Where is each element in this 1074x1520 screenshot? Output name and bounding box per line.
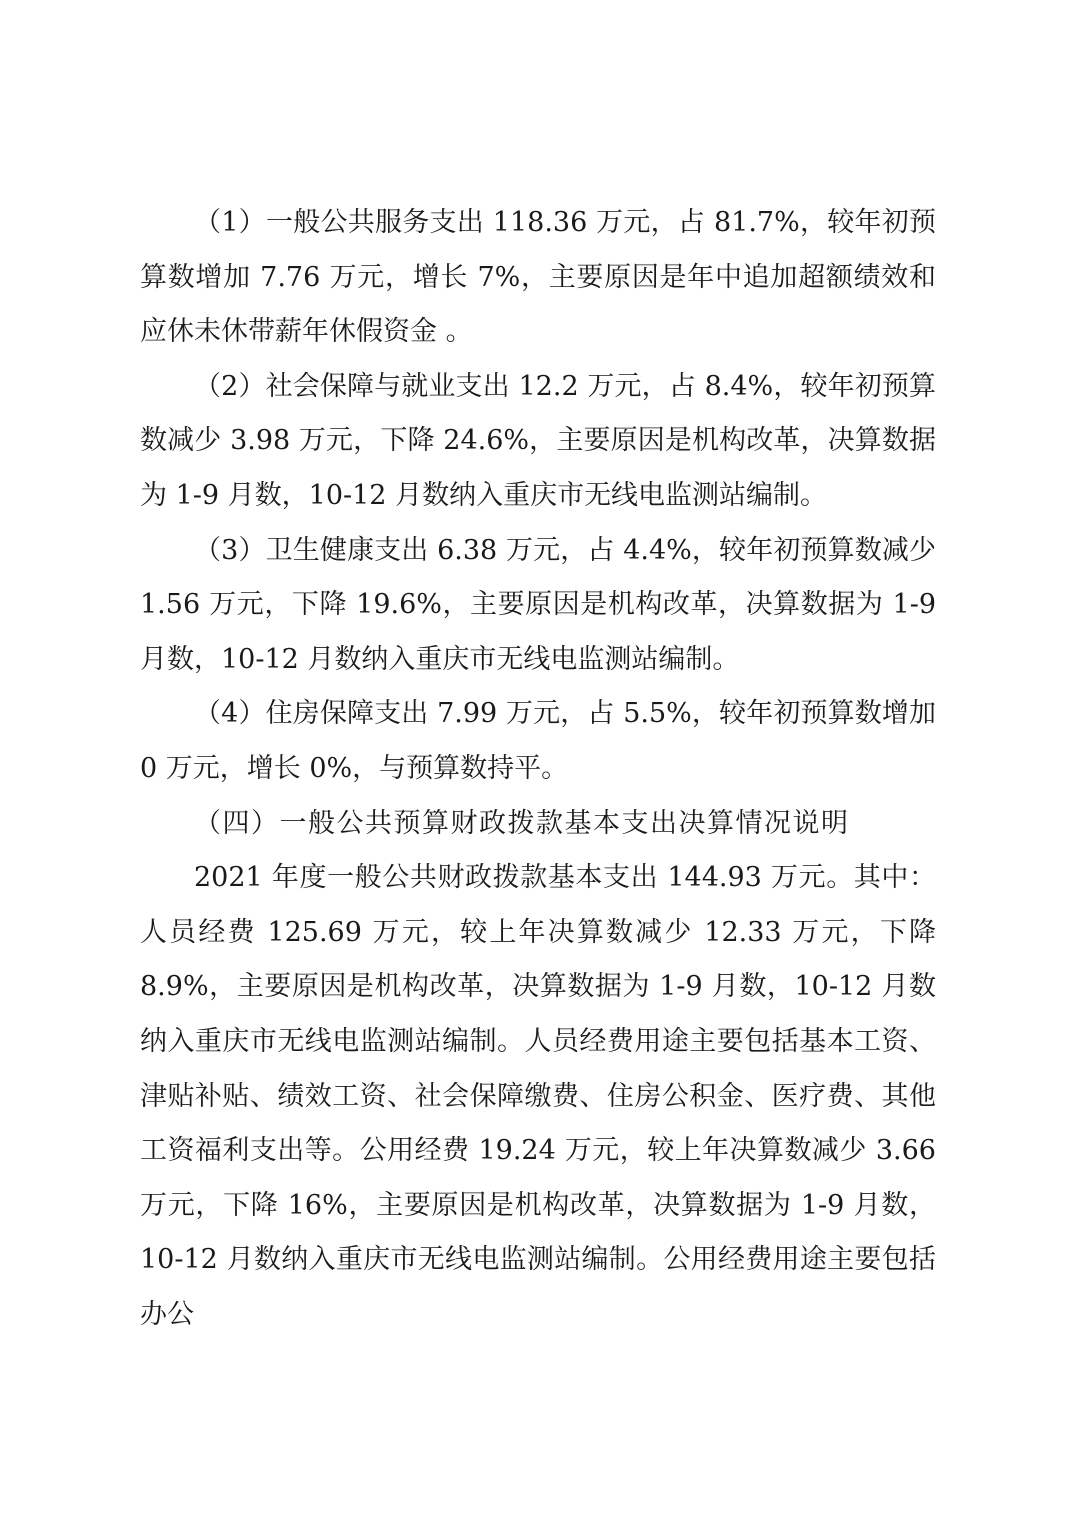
section-heading: （四）一般公共预算财政拨款基本支出决算情况说明 [194, 807, 850, 839]
paragraph-general-public-services: （1）一般公共服务支出 118.36 万元，占 81.7%，较年初预算数增加 7.76 万元，增长 7%，主要原因是年中追加超额绩效和应休未休带薪年休假资金 。 [140, 207, 936, 348]
paragraph-basic-expenditure: 2021 年度一般公共财政拨款基本支出 144.93 万元。其中：人员经费 125.69 万元，较上年决算数减少 12.33 万元，下降 8.9%，主要原因是机构改革，决算数据为 1-9 月数，10-12 月数纳入重庆市无线电监测站编制。人员经费用途主要包括基本工资、津贴补贴、绩效工资、社会保障缴费、住房公积金、医疗费、其他工资福利支出等。公用经费 19.24 万元，较上年决算数减少 3.66 万元，下降 16%，主要原因是机构改革，决算数据为 1-9 月数，10-12 月数纳入重庆市无线电监测站编制。公用经费用途主要包括办公 [140, 862, 937, 1330]
paragraph-housing: （4）住房保障支出 7.99 万元，占 5.5%，较年初预算数增加 0 万元，增长 0%，与预算数持平。 [140, 698, 936, 784]
document-body [140, 196, 936, 1342]
paragraph-social-security: （2）社会保障与就业支出 12.2 万元，占 8.4%，较年初预算数减少 3.98 万元，下降 24.6%，主要原因是机构改革，决算数据为 1-9 月数，10-12 月数纳入重庆市无线电监测站编制。 [140, 370, 936, 511]
paragraph-health: （3）卫生健康支出 6.38 万元，占 4.4%，较年初预算数减少 1.56 万元，下降 19.6%，主要原因是机构改革，决算数据为 1-9 月数，10-12 月数纳入重庆市无线电监测站编制。 [140, 534, 936, 675]
